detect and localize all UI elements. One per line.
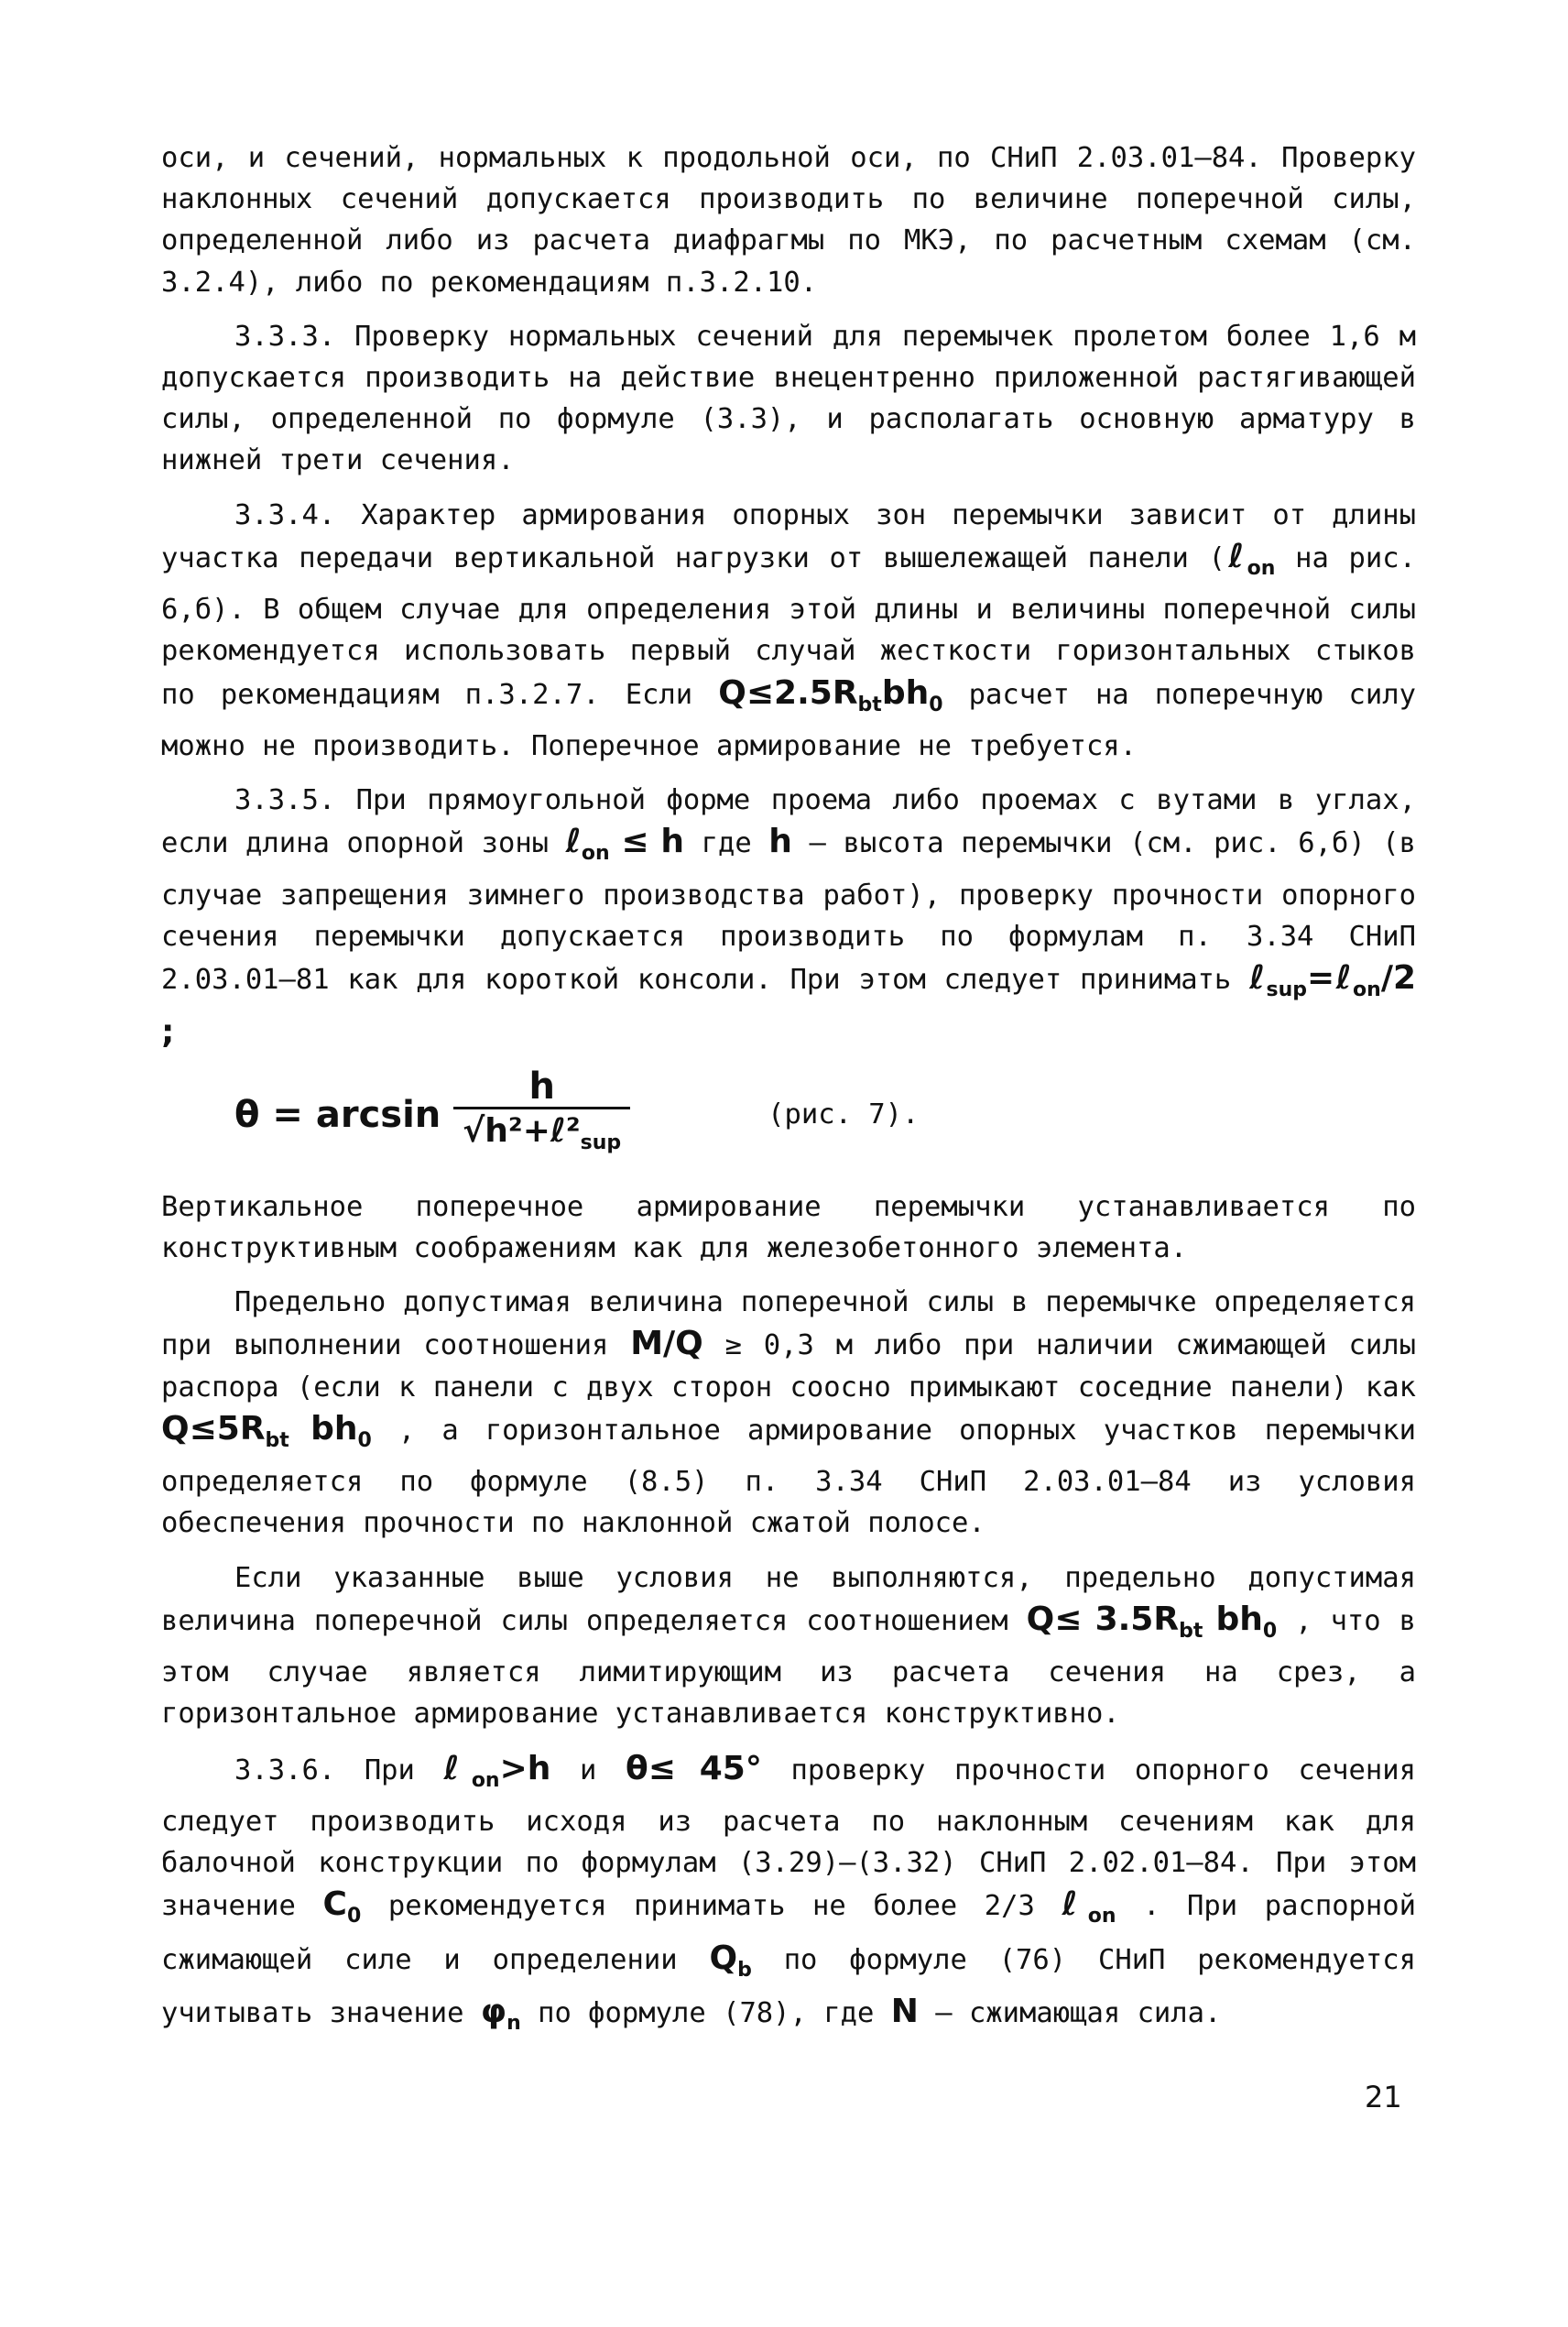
- math-c0: $C_0$: [322, 1885, 362, 1928]
- paragraph-3-3-4: 3.3.4. Характер армирования опорных зон перемычки зависит от длины участка передачи вертикальной нагрузки от вышележащей панели (ℓ$_{on}$ на рис. 6,б). В общем случае для определения этой длины и величины поперечной силы рекомендуется использовать первый случай жесткости горизонтальных стыков по рекомендациям п.3.2.7. Если $Q\le 2.5R_{bt}bh_0$ расчет на поперечную силу можно не производить. Поперечное армирование не требуется.: [161, 498, 1417, 763]
- math-l-on-gt-h: ℓ$_{on}$>h: [443, 1749, 551, 1792]
- math-n: N: [890, 1993, 919, 2031]
- math-l-on-le-h: ℓ$_{on}$ ≤ h: [565, 823, 684, 866]
- formula-denominator: $√h^2+\ell^2_{sup}$: [453, 1107, 630, 1164]
- formula-lhs: θ = arcsin: [234, 1093, 441, 1136]
- formula-fraction: [453, 1066, 630, 1164]
- formula-numerator: h: [528, 1065, 555, 1108]
- math-m-over-q: M/Q: [630, 1325, 703, 1363]
- paragraph-3-3-3: 3.3.3. Проверку нормальных сечений для перемычек пролетом более 1,6 м допускается производить на действие внецентренно приложенной растягивающей силы, определенной по формуле (3.3), и располагать основную арматуру в нижней трети сечения.: [161, 320, 1416, 477]
- formula-figure-ref: (рис. 7).: [768, 1098, 920, 1131]
- page-body: [161, 137, 1416, 2045]
- math-theta-le-45: θ≤ 45°: [626, 1749, 762, 1787]
- paragraph-3-3-6: 3.3.6. При ℓ$_{on}$>h и θ≤ 45° проверку прочности опорного сечения следует производить исходя из расчета по наклонным сечениям как для балочной конструкции по формулам (3.29)–(3.32) СНиП 2.02.01–84. При этом значение $C_0$ рекомендуется принимать не более 2/3 ℓ$_{on}$ . При распорной сжимающей силе и определении $Q_b$ по формуле (76) СНиП рекомендуется учитывать значение $\varphi_n$ по формуле (78), где N – сжимающая сила.: [161, 1749, 1417, 2036]
- paragraph-if-not-met: Если указанные выше условия не выполняются, предельно допустимая величина поперечной силы определяется соотношением $Q\le 3.5R_{bt}$ $bh_0$ , что в этом случае является лимитирующим из расчета сечения на срез, а горизонтальное армирование устанавливается конструктивно.: [161, 1561, 1417, 1731]
- math-l-sup: ℓ$_{sup}$=ℓ$_{on}$/2 ;: [161, 959, 1417, 1051]
- page-number: 21: [1365, 2080, 1402, 2114]
- paragraph-3-3-5: 3.3.5. При прямоугольной форме проема либо проемах с вутами в углах, если длина опорной зоны ℓ$_{on}$ ≤ h где h – высота перемычки (см. рис. 6,б) (в случае запрещения зимнего производства работ), проверку прочности опорного сечения перемычки допускается производить по формулам п. 3.34 СНиП 2.03.01–81 как для короткой консоли. При этом следует принимать ℓ$_{sup}$=ℓ$_{on}$/2 ;: [161, 784, 1417, 1051]
- math-l-on-2: ℓ$_{on}$: [1062, 1885, 1116, 1928]
- math-q-3-5rbt: $Q\le 3.5R_{bt}$ $bh_0$: [1026, 1600, 1278, 1644]
- math-q-5rbt: $Q\le 5R_{bt}$ $bh_0$: [161, 1409, 372, 1453]
- math-h: h: [768, 823, 792, 861]
- paragraph-1: оси, и сечений, нормальных к продольной оси, по СНиП 2.03.01–84. Проверку наклонных сечений допускается производить по величине поперечной силы, определенной либо из расчета диафрагмы по МКЭ, по расчетным схемам (см. 3.2.4), либо по рекомендациям п.3.2.10.: [161, 142, 1416, 299]
- paragraph-vertical-reinforcement: Вертикальное поперечное армирование перемычки устанавливается по конструктивным соображениям как для железобетонного элемента.: [161, 1190, 1416, 1265]
- math-phi-n: $\varphi_n$: [480, 1993, 521, 2036]
- theta-formula: [234, 1060, 1416, 1170]
- paragraph-limit-shear: Предельно допустимая величина поперечной силы в перемычке определяется при выполнении соотношения M/Q ≥ 0,3 м либо при наличии сжимающей силы распора (если к панели с двух сторон соосно примыкают соседние панели) как $Q\le 5R_{bt}$ $bh_0$ , а горизонтальное армирование опорных участков перемычки определяется по формуле (8.5) п. 3.34 СНиП 2.03.01–84 из условия обеспечения прочности по наклонной сжатой полосе.: [161, 1286, 1416, 1540]
- math-q-condition: $Q\le 2.5R_{bt}bh_0$: [718, 673, 943, 716]
- math-l-on: ℓ$_{on}$: [1225, 537, 1276, 581]
- math-q-b: $Q_b$: [709, 1939, 752, 1982]
